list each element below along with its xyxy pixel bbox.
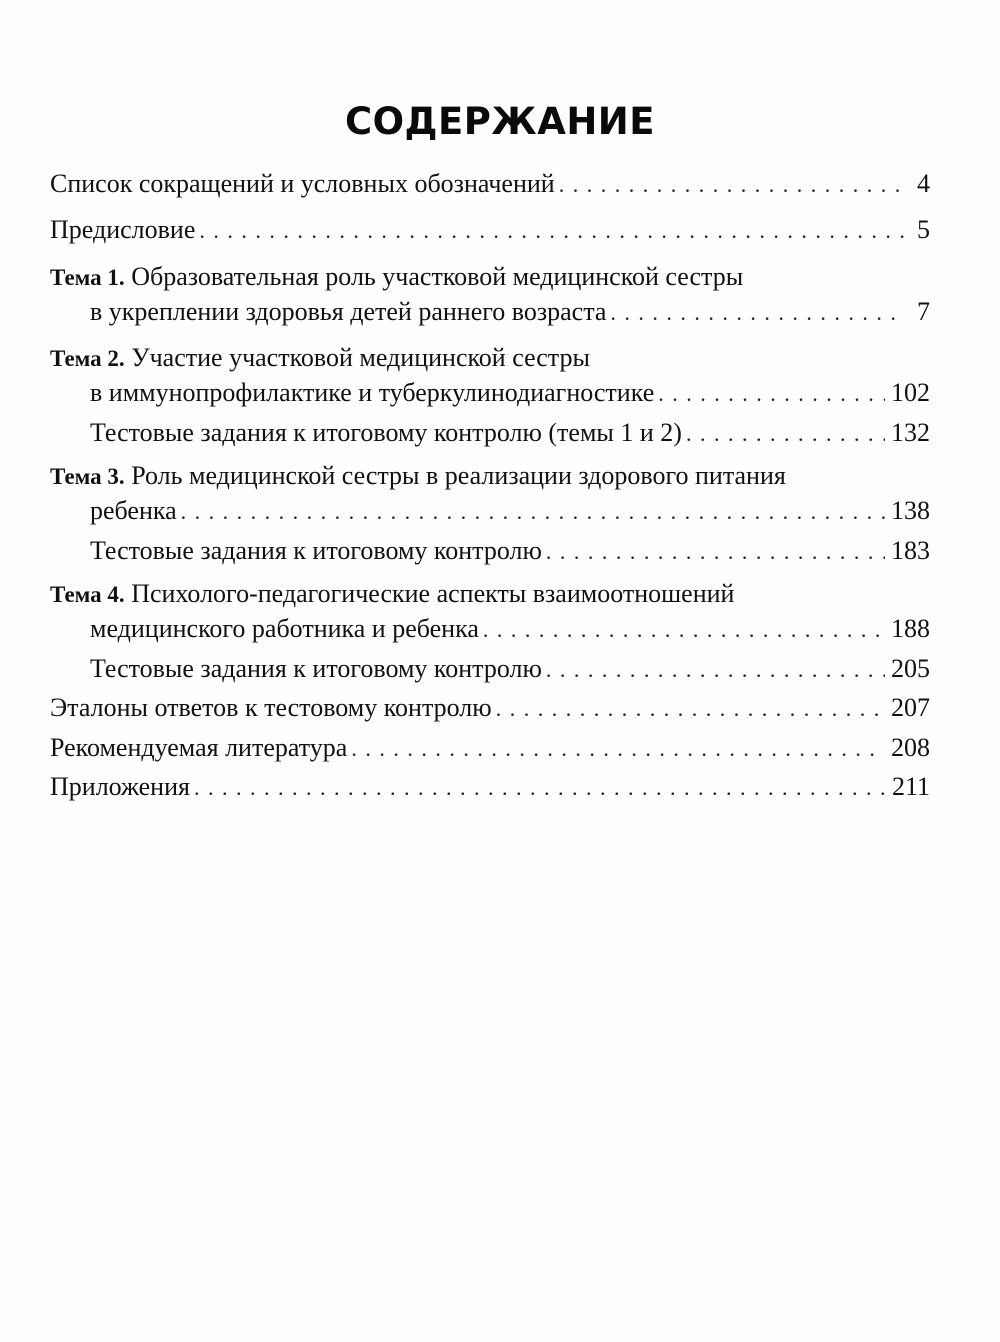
toc-entry-literature[interactable] bbox=[50, 730, 930, 766]
toc-entry-title: Образовательная роль участковой медицинской сестры bbox=[124, 262, 744, 291]
toc-entry-topic-2-continuation[interactable] bbox=[90, 375, 930, 411]
toc-entry-tests-4[interactable] bbox=[90, 651, 930, 687]
toc-entry-topic-2[interactable] bbox=[50, 340, 930, 376]
toc-entry-title-continuation: в укреплении здоровья детей раннего возраста bbox=[90, 297, 607, 326]
page-title: СОДЕРЖАНИЕ bbox=[344, 100, 656, 143]
toc-page-number: 208 bbox=[891, 733, 930, 762]
toc-entry-topic-1[interactable] bbox=[50, 259, 930, 295]
toc-entry-answer-keys[interactable] bbox=[50, 690, 930, 726]
toc-entry-title: Список сокращений и условных обозначений bbox=[50, 169, 555, 198]
dot-leader bbox=[496, 691, 885, 727]
toc-entry-topic-4-continuation[interactable] bbox=[90, 611, 930, 647]
toc-entry-title: Тестовые задания к итоговому контролю bbox=[90, 536, 542, 565]
dot-leader bbox=[546, 534, 885, 570]
topic-label: Тема 1. bbox=[50, 265, 125, 290]
toc-page-number: 4 bbox=[917, 169, 930, 198]
dot-leader bbox=[199, 213, 904, 249]
toc-entry-title: Тестовые задания к итоговому контролю bbox=[90, 654, 542, 683]
dot-leader bbox=[559, 167, 904, 203]
toc-page-number: 207 bbox=[891, 693, 930, 722]
toc-entry-topic-1-continuation[interactable] bbox=[90, 294, 930, 330]
dot-leader bbox=[610, 295, 904, 331]
toc-page-number: 7 bbox=[917, 297, 930, 326]
toc-entry-title-continuation: ребенка bbox=[90, 496, 177, 525]
toc-entry-preface[interactable] bbox=[50, 212, 930, 248]
dot-leader bbox=[194, 770, 886, 806]
dot-leader bbox=[181, 494, 885, 530]
toc-entry-title: Роль медицинской сестры в реализации здорового питания bbox=[124, 461, 786, 490]
dot-leader bbox=[483, 612, 885, 648]
toc-page-number: 138 bbox=[891, 496, 930, 525]
toc-entry-title: Рекомендуемая литература bbox=[50, 733, 348, 762]
topic-label: Тема 2. bbox=[50, 346, 125, 371]
toc-page-number: 102 bbox=[891, 378, 930, 407]
dot-leader bbox=[546, 652, 885, 688]
toc-entry-title: Приложения bbox=[50, 772, 190, 801]
toc-entry-tests-3[interactable] bbox=[90, 533, 930, 569]
toc-page-number: 132 bbox=[891, 418, 930, 447]
toc-entry-abbreviations[interactable] bbox=[50, 166, 930, 202]
toc-entry-topic-4[interactable] bbox=[50, 576, 930, 612]
toc-entry-tests-1-2[interactable] bbox=[90, 415, 930, 451]
toc-entry-topic-3-continuation[interactable] bbox=[90, 493, 930, 529]
toc-page-number: 5 bbox=[917, 215, 930, 244]
topic-label: Тема 3. bbox=[50, 464, 125, 489]
toc-page-number: 211 bbox=[891, 772, 930, 801]
dot-leader bbox=[658, 376, 885, 412]
toc-entry-title: Психолого-педагогические аспекты взаимоотношений bbox=[124, 579, 735, 608]
toc-entry-title: Участие участковой медицинской сестры bbox=[124, 343, 590, 372]
toc-entry-title: Эталоны ответов к тестовому контролю bbox=[50, 693, 492, 722]
dot-leader bbox=[351, 731, 885, 767]
toc-entry-appendices[interactable] bbox=[50, 769, 930, 805]
toc-page-number: 183 bbox=[891, 536, 930, 565]
toc-entry-topic-3[interactable] bbox=[50, 458, 930, 494]
toc-page-number: 205 bbox=[891, 654, 930, 683]
toc-entry-title-continuation: медицинского работника и ребенка bbox=[90, 614, 479, 643]
toc-entry-title: Тестовые задания к итоговому контролю (темы 1 и 2) bbox=[90, 418, 682, 447]
topic-label: Тема 4. bbox=[50, 582, 125, 607]
toc-entry-title: Предисловие bbox=[50, 215, 196, 244]
dot-leader bbox=[686, 416, 885, 452]
toc-page-number: 188 bbox=[891, 614, 930, 643]
toc-entry-title-continuation: в иммунопрофилактике и туберкулинодиагностике bbox=[90, 378, 655, 407]
